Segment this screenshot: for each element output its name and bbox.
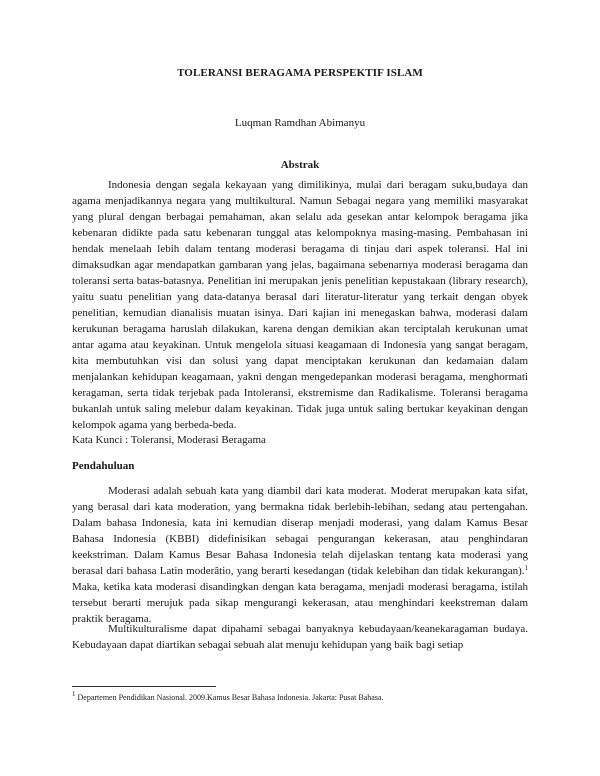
author-name: Luqman Ramdhan Abimanyu [234,117,366,129]
introduction-paragraph-1 [72,483,528,627]
section-heading-introduction: Pendahuluan [72,460,135,472]
footnote-divider [72,686,216,687]
footnote-mark: 1 [72,690,76,698]
abstract-text: Indonesia dengan segala kekayaan yang dimilikinya, mulai dari beragam suku,budaya dan agama menjadikannya negara yang multikultural. Namun Sebagai negara yang memiliki masyarakat yang plural dengan berbagai pemahaman, akan selalu ada gesekan antar kelompok beragama jika kebenaran didikte pada satu kebenaran tunggal atas kelompoknya masing-masing. Pembahasan ini hendak menelaah lebih dalam tentang moderasi beragama di tinjau dari aspek toleransi. Hal ini dimaksudkan agar mendapatkan gambaran yang jelas, bagaimana sebenarnya moderasi beragama dan toleransi serta batas-batasnya. Penelitian ini merupakan jenis penelitian kepustakaan (library research), yaitu suatu penelitian yang data-datanya berasal dari literatur-literatur yang terkait dengan obyek penelitian, kemudian dianalisis muatan isinya. Dari kajian ini menegaskan bahwa, moderasi dalam kerukunan beragama haruslah dilakukan, karena dengan demikian akan terciptalah kerukunan umat antar agama atau keyakinan. Untuk mengelola situasi keagamaan di Indonesia yang sangat beragam, kita membutuhkan visi dan solusi yang dapat menciptakan kerukunan dan kedamaian dalam menjalankan kehidupan keagamaan, yakni dengan mengedepankan moderasi beragama, menghormati keragaman, serta tidak terjebak pada Intoleransi, ekstremisme dan Radikalisme. Toleransi beragama bukanlah untuk saling melebur dalam keyakinan. Tidak juga untuk saling bertukar keyakinan dengan kelompok agama yang berbeda-beda. [72,179,528,431]
keywords: Kata Kunci : Toleransi, Moderasi Beragama [72,434,266,446]
paragraph-text: Moderasi adalah sebuah kata yang diambil dari kata moderat. Moderat merupakan kata sifat, yang berasal dari kata moderation, yang bermakna tidak berlebih-lebihan, sedang atau pertengahan. Dalam bahasa Indonesia, kata ini kemudian diserap menjadi moderasi, yang dalam Kamus Besar Bahasa Indonesia (KBBI) didefinisikan sebagai pengurangan kekerasan, atau penghindaran keekstriman. Dalam Kamus Besar Bahasa Indonesia telah dijelaskan tentang kata moderasi yang berasal dari bahasa Latin moderâtio, yang berarti kesedangan (tidak kelebihan dan tidak kekurangan). [72,485,528,577]
paragraph-text: Maka, ketika kata moderasi disandingkan dengan kata beragama, menjadi moderasi beragama, istilah tersebut berarti merujuk pada sikap mengurangi kekerasan, atau menghindari keekstreman dalam praktik beragama. [72,581,528,625]
paper-title: TOLERANSI BERAGAMA PERSPEKTIF ISLAM [177,67,423,79]
footnote-text: Departemen Pendidikan Nasional. 2009.Kamus Besar Bahasa Indonesia. Jakarta: Pusat Bahasa. [75,693,384,702]
introduction-paragraph-2: Multikulturalisme dapat dipahami sebagai banyaknya kebudayaan/keanekaragaman budaya. Kebudayaan dapat diartikan sebagai sebuah alat menuju kehidupan yang baik bagi setiap [72,623,528,651]
footnote [72,690,528,702]
abstract-heading: Abstrak [280,159,320,171]
footnote-reference[interactable]: 1 [524,564,528,572]
